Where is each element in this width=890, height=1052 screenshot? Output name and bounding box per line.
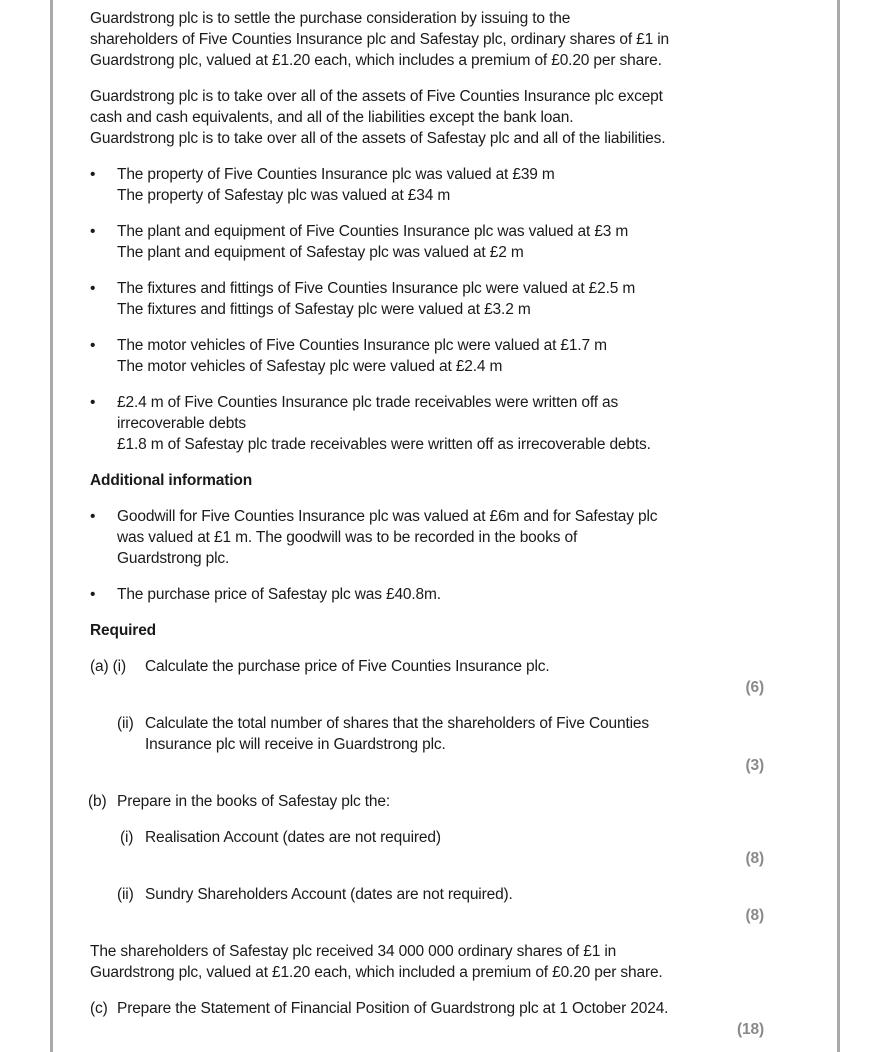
text-line: Guardstrong plc is to take over all of the assets of Five Counties Insurance plc except [90, 88, 663, 105]
text-line: The property of Safestay plc was valued at £34 m [117, 187, 451, 204]
list-item [90, 392, 780, 455]
list-item [90, 278, 780, 320]
text-line: The property of Five Counties Insurance plc was valued at £39 m [117, 166, 555, 183]
text-line: Calculate the total number of shares that the shareholders of Five Counties [145, 715, 649, 732]
text-line: Guardstrong plc is to take over all of the assets of Safestay plc and all of the liabilities. [90, 130, 666, 147]
text-line: £1.8 m of Safestay plc trade receivables were written off as irrecoverable debts. [117, 436, 651, 453]
bullet-icon: • [90, 586, 96, 603]
question-text: Sundry Shareholders Account (dates are not required). [145, 886, 513, 903]
text-line: The motor vehicles of Five Counties Insurance plc were valued at £1.7 m [117, 337, 607, 354]
bullet-icon: • [90, 394, 96, 411]
bullet-icon: • [90, 280, 96, 297]
text-line: The fixtures and fittings of Five Counties Insurance plc were valued at £2.5 m [117, 280, 636, 297]
page-border-left [50, 0, 53, 1052]
question-text: Prepare in the books of Safestay plc the: [117, 793, 391, 810]
marks-badge: (3) [745, 757, 764, 774]
marks-badge: (8) [745, 850, 764, 867]
text-line: was valued at £1 m. The goodwill was to be recorded in the books of [117, 529, 578, 546]
question-label: (c) [90, 1000, 108, 1017]
exam-page [90, 8, 780, 1040]
bullet-icon: • [90, 337, 96, 354]
question-label: (i) [120, 829, 134, 846]
question-label: (a) (i) [90, 658, 126, 675]
text-line: irrecoverable debts [117, 415, 246, 432]
question-a-ii [90, 713, 780, 791]
text-line: The shareholders of Safestay plc received 34 000 000 ordinary shares of £1 in [90, 943, 617, 960]
text-line: The fixtures and fittings of Safestay plc were valued at £3.2 m [117, 301, 531, 318]
question-label: (b) [88, 793, 107, 810]
text-line: shareholders of Five Counties Insurance plc and Safestay plc, ordinary shares of £1 in [90, 31, 670, 48]
question-a-i [90, 656, 780, 713]
text-line: £2.4 m of Five Counties Insurance plc trade receivables were written off as [117, 394, 619, 411]
list-item [90, 584, 780, 605]
valuation-list [90, 164, 780, 455]
bullet-icon: • [90, 223, 96, 240]
marks-badge: (6) [745, 679, 764, 696]
question-text [145, 713, 649, 755]
text-line: The motor vehicles of Safestay plc were valued at £2.4 m [117, 358, 503, 375]
bullet-icon: • [90, 166, 96, 183]
question-label: (ii) [117, 886, 134, 903]
question-label: (ii) [117, 715, 134, 732]
intro-paragraph-2 [90, 86, 780, 149]
page-border-right [837, 0, 840, 1052]
list-item [90, 221, 780, 263]
marks-badge: (8) [745, 907, 764, 924]
question-text: Calculate the purchase price of Five Counties Insurance plc. [145, 658, 550, 675]
intro-paragraph-1 [90, 8, 780, 71]
question-text: Prepare the Statement of Financial Position of Guardstrong plc at 1 October 2024. [117, 1000, 669, 1017]
bullet-icon: • [90, 508, 96, 525]
additional-info-list [90, 506, 780, 605]
question-b-i [90, 827, 780, 884]
text-line: Guardstrong plc. [117, 550, 230, 567]
text-line: The plant and equipment of Five Counties Insurance plc was valued at £3 m [117, 223, 629, 240]
safestay-shares-note [90, 941, 780, 983]
list-item [90, 164, 780, 206]
text-line: cash and cash equivalents, and all of the liabilities except the bank loan. [90, 109, 574, 126]
text-line: Guardstrong plc is to settle the purchase consideration by issuing to the [90, 10, 571, 27]
question-c [90, 998, 780, 1040]
text-line: Guardstrong plc, valued at £1.20 each, which included a premium of £0.20 per share. [90, 964, 663, 981]
text-line: Guardstrong plc, valued at £1.20 each, which includes a premium of £0.20 per share. [90, 52, 662, 69]
text-line: Goodwill for Five Counties Insurance plc was valued at £6m and for Safestay plc [117, 508, 658, 525]
list-item [90, 506, 780, 569]
text-line: Insurance plc will receive in Guardstrong plc. [145, 736, 446, 753]
text-line: The purchase price of Safestay plc was £40.8m. [117, 586, 441, 603]
required-heading: Required [90, 622, 156, 639]
additional-information-heading: Additional information [90, 472, 253, 489]
list-item [90, 335, 780, 377]
question-b [88, 791, 780, 827]
question-text: Realisation Account (dates are not required) [145, 829, 441, 846]
marks-badge: (18) [737, 1021, 764, 1038]
text-line: The plant and equipment of Safestay plc was valued at £2 m [117, 244, 524, 261]
question-b-ii [90, 884, 780, 941]
